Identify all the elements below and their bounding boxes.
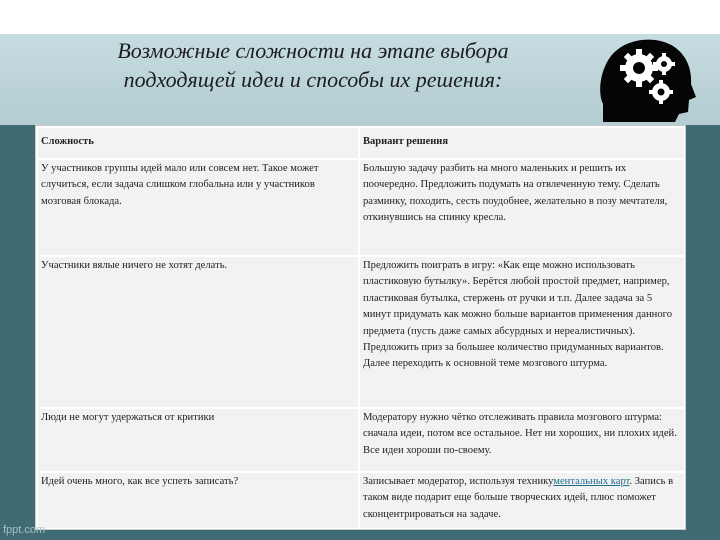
slide-title-line2: подходящей идеи и способы их решения: [123, 67, 503, 92]
row4-problem: Идей очень много, как все успеть записать? [38, 473, 358, 528]
head-gears-icon [597, 34, 697, 122]
header-solution: Вариант решения [360, 128, 684, 158]
row1-solution: Большую задачу разбить на много маленьких и решить их поочередно. Предложить подумать на отвлеченную тему. Сделать разминку, походить, сесть поудобнее, желательно в позу мечтателя, откинувшись на спинку кресла. [360, 160, 684, 255]
row4-solution-before: Записывает модератор, используя технику [363, 476, 554, 487]
watermark: fppt.com [3, 524, 46, 536]
mind-maps-link[interactable]: ментальных карт [553, 476, 630, 487]
row1-problem: У участников группы идей мало или совсем нет. Такое может случиться, если задача слишком глобальна или у участников мозговая блокада. [38, 160, 358, 255]
top-band [0, 0, 720, 34]
row2-problem: Участники вялые ничего не хотят делать. [38, 257, 358, 407]
row3-problem: Люди не могут удержаться от критики [38, 409, 358, 471]
difficulties-table [35, 125, 686, 530]
row4-solution-after: . Запись в таком виде подарит еще больше творческих идей, плюс поможет сконцентрироваться на задаче. [363, 476, 674, 520]
row2-solution: Предложить поиграть в игру: «Как еще можно использовать пластиковую бутылку». Берётся любой простой предмет, например, пластиковая бутылка, стержень от ручки и т.п. Далее задача за 5 минут придумать как можно больше вариантов применения данного предмета (пусть даже самых абсурдных и нереалистичных). Предложить приз за большее количество придуманных вариантов. Далее переходить к основной теме мозгового штурма. [360, 257, 684, 407]
slide-title-line1: Возможные сложности на этапе выбора [117, 38, 509, 63]
header-problem: Сложность [38, 128, 358, 158]
row3-solution: Модератору нужно чётко отслеживать правила мозгового штурма: сначала идеи, потом все остальное. Нет ни хороших, ни плохих идей. Все идеи хороши по-своему. [360, 409, 684, 471]
row4-solution [360, 473, 684, 528]
slide-title [68, 36, 558, 94]
